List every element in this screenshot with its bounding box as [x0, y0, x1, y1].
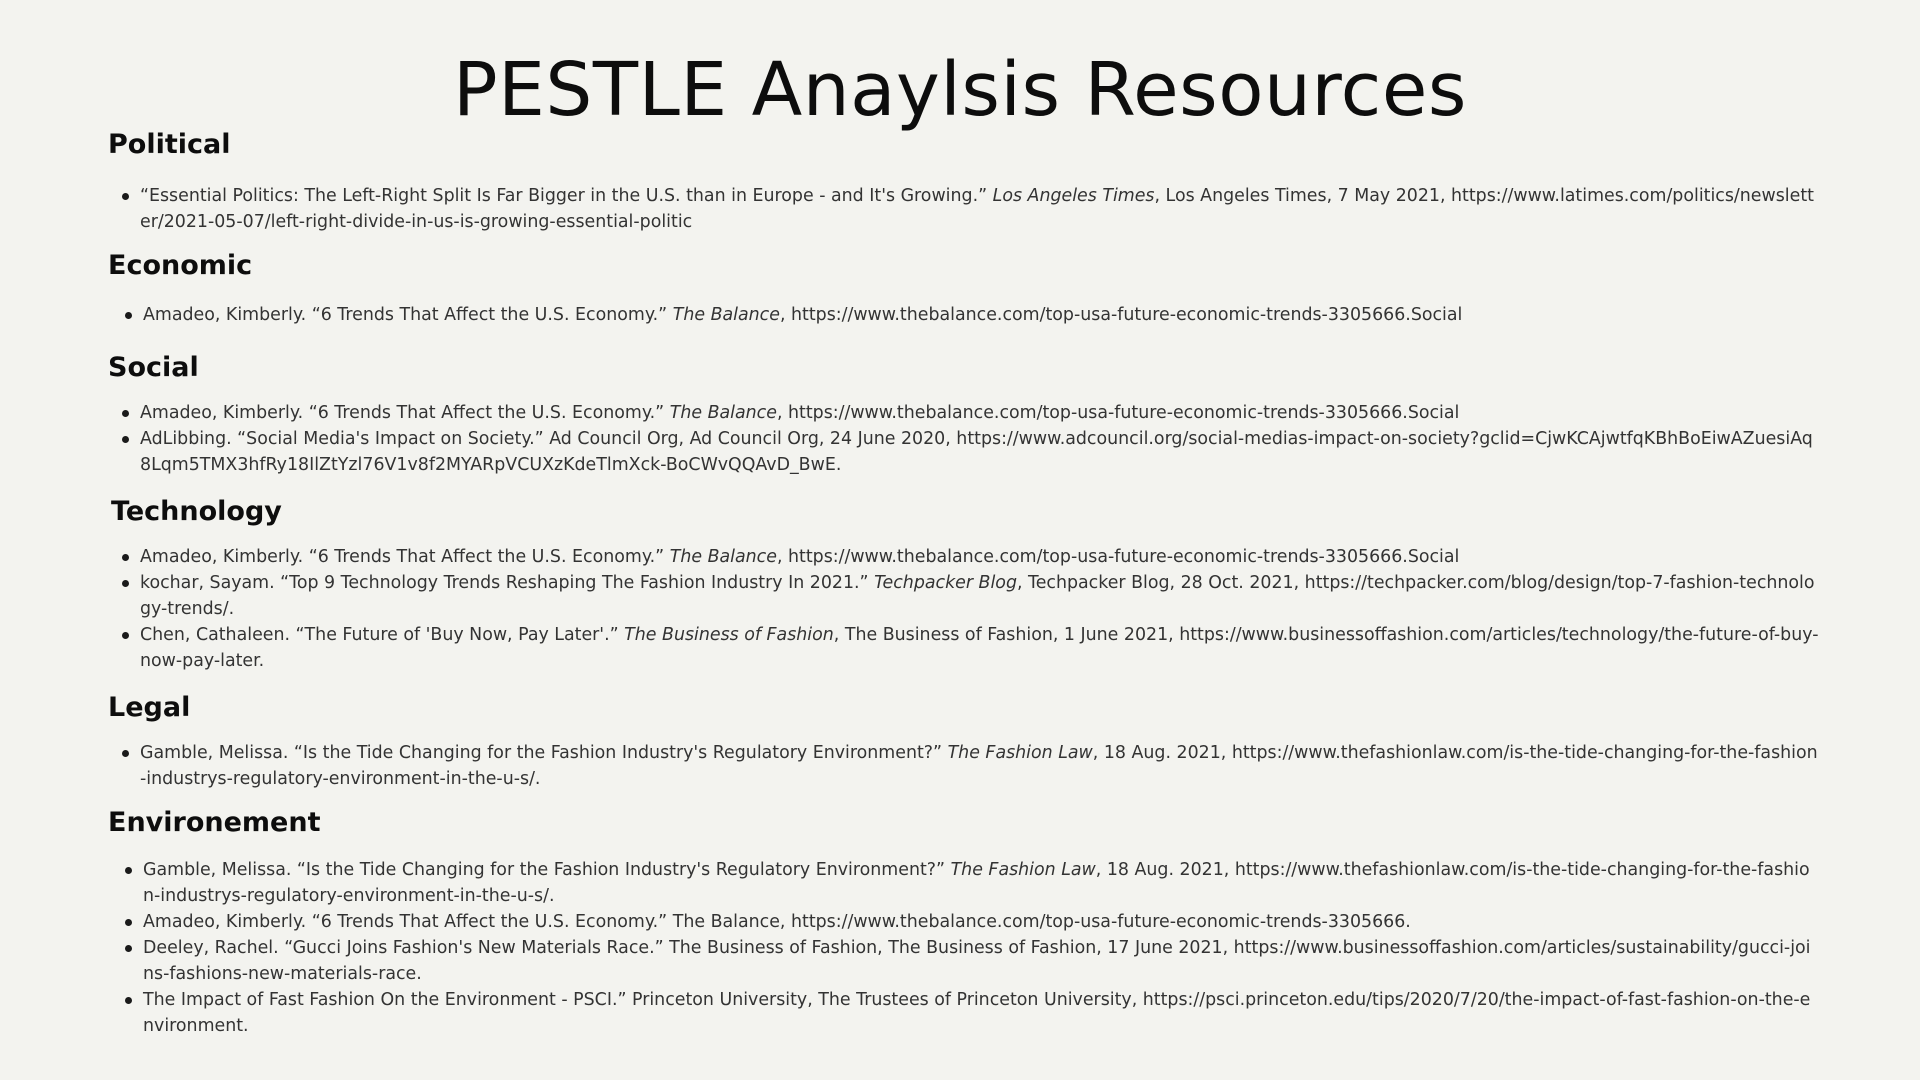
reference-source: The Business of Fashion — [624, 625, 834, 645]
reference-list-social — [0, 400, 1920, 478]
reference-details: , https://www.thebalance.com/top-usa-future-economic-trends-3305666.Social — [776, 403, 1460, 423]
reference-list-technology — [0, 544, 1920, 674]
reference-details: , The Business of Fashion, 1 June 2021, https://www.businessoffashion.com/articles/technology/the-future-of-buy-now-pay-later. — [140, 625, 1819, 671]
reference-text: Gamble, Melissa. “Is the Tide Changing for the Fashion Industry's Regulatory Environment?” — [143, 860, 951, 880]
reference-item — [0, 400, 1920, 426]
reference-list-legal — [0, 740, 1920, 792]
section-heading-social: Social — [108, 352, 199, 383]
reference-item — [0, 740, 1920, 792]
reference-details: , 18 Aug. 2021, https://www.thefashionlaw.com/is-the-tide-changing-for-the-fashion-industrys-regulatory-environment-in-the-u-s/. — [143, 860, 1810, 906]
reference-source: The Fashion Law — [947, 743, 1093, 763]
reference-item — [0, 987, 1920, 1039]
section-heading-political: Political — [108, 129, 231, 160]
reference-item — [0, 183, 1920, 235]
section-heading-technology: Technology — [111, 496, 282, 527]
reference-item — [0, 544, 1920, 570]
reference-details: , https://www.thebalance.com/top-usa-future-economic-trends-3305666.Social — [779, 305, 1463, 325]
reference-source: The Balance — [672, 305, 780, 325]
reference-text: AdLibbing. “Social Media's Impact on Society.” Ad Council Org, Ad Council Org, 24 June 2020, https://www.adcouncil.org/social-medias-impact-on-society?gclid=CjwKCAjwtfqKBhBoEiwAZuesiAq8Lqm5TMX3hfRy18IlZtYzl76V1v8f2MYARpVCUXzKdeTlmXck-BoCWvQQAvD_BwE. — [140, 429, 1813, 475]
reference-list-environment — [0, 857, 1920, 1039]
reference-list-economic — [0, 302, 1920, 328]
reference-text: “Essential Politics: The Left-Right Split Is Far Bigger in the U.S. than in Europe - and It's Growing.” — [140, 186, 993, 206]
reference-details: , https://www.thebalance.com/top-usa-future-economic-trends-3305666.Social — [776, 547, 1460, 567]
reference-item — [0, 570, 1920, 622]
section-heading-environment: Environement — [108, 807, 321, 838]
reference-text: Deeley, Rachel. “Gucci Joins Fashion's New Materials Race.” The Business of Fashion, The Business of Fashion, 17 June 2021, https://www.businessoffashion.com/articles/sustainability/gucci-joins-fashions-new-materials-race. — [143, 938, 1811, 984]
section-heading-economic: Economic — [108, 250, 253, 281]
reference-text: Amadeo, Kimberly. “6 Trends That Affect the U.S. Economy.” — [140, 547, 670, 567]
reference-text: Chen, Cathaleen. “The Future of 'Buy Now, Pay Later'.” — [140, 625, 625, 645]
reference-text: The Impact of Fast Fashion On the Environment - PSCI.” Princeton University, The Trustees of Princeton University, https://psci.princeton.edu/tips/2020/7/20/the-impact-of-fast-fashion-on-the-environment. — [143, 990, 1811, 1036]
reference-text: Amadeo, Kimberly. “6 Trends That Affect the U.S. Economy.” — [143, 305, 673, 325]
reference-details: , Techpacker Blog, 28 Oct. 2021, https://techpacker.com/blog/design/top-7-fashion-technology-trends/. — [140, 573, 1815, 619]
reference-source: Los Angeles Times — [992, 186, 1155, 206]
reference-item — [0, 935, 1920, 987]
page-title: PESTLE Anaylsis Resources — [453, 47, 1467, 133]
reference-item — [0, 909, 1920, 935]
reference-source: The Fashion Law — [950, 860, 1096, 880]
reference-list-political — [0, 183, 1920, 235]
reference-source: The Balance — [669, 403, 777, 423]
reference-item — [0, 857, 1920, 909]
reference-text: Gamble, Melissa. “Is the Tide Changing for the Fashion Industry's Regulatory Environment?” — [140, 743, 948, 763]
reference-source: The Balance — [669, 547, 777, 567]
reference-text: Amadeo, Kimberly. “6 Trends That Affect the U.S. Economy.” The Balance, https://www.thebalance.com/top-usa-future-economic-trends-3305666. — [143, 912, 1411, 932]
reference-source: Techpacker Blog — [874, 573, 1017, 593]
reference-item — [0, 426, 1920, 478]
section-heading-legal: Legal — [108, 692, 191, 723]
reference-text: kochar, Sayam. “Top 9 Technology Trends Reshaping The Fashion Industry In 2021.” — [140, 573, 875, 593]
reference-text: Amadeo, Kimberly. “6 Trends That Affect the U.S. Economy.” — [140, 403, 670, 423]
reference-details: , 18 Aug. 2021, https://www.thefashionlaw.com/is-the-tide-changing-for-the-fashion-industrys-regulatory-environment-in-the-u-s/. — [140, 743, 1818, 789]
reference-details: , Los Angeles Times, 7 May 2021, https://www.latimes.com/politics/newsletter/2021-05-07/left-right-divide-in-us-is-growing-essential-politic — [140, 186, 1814, 232]
reference-item — [0, 302, 1920, 328]
reference-item — [0, 622, 1920, 674]
